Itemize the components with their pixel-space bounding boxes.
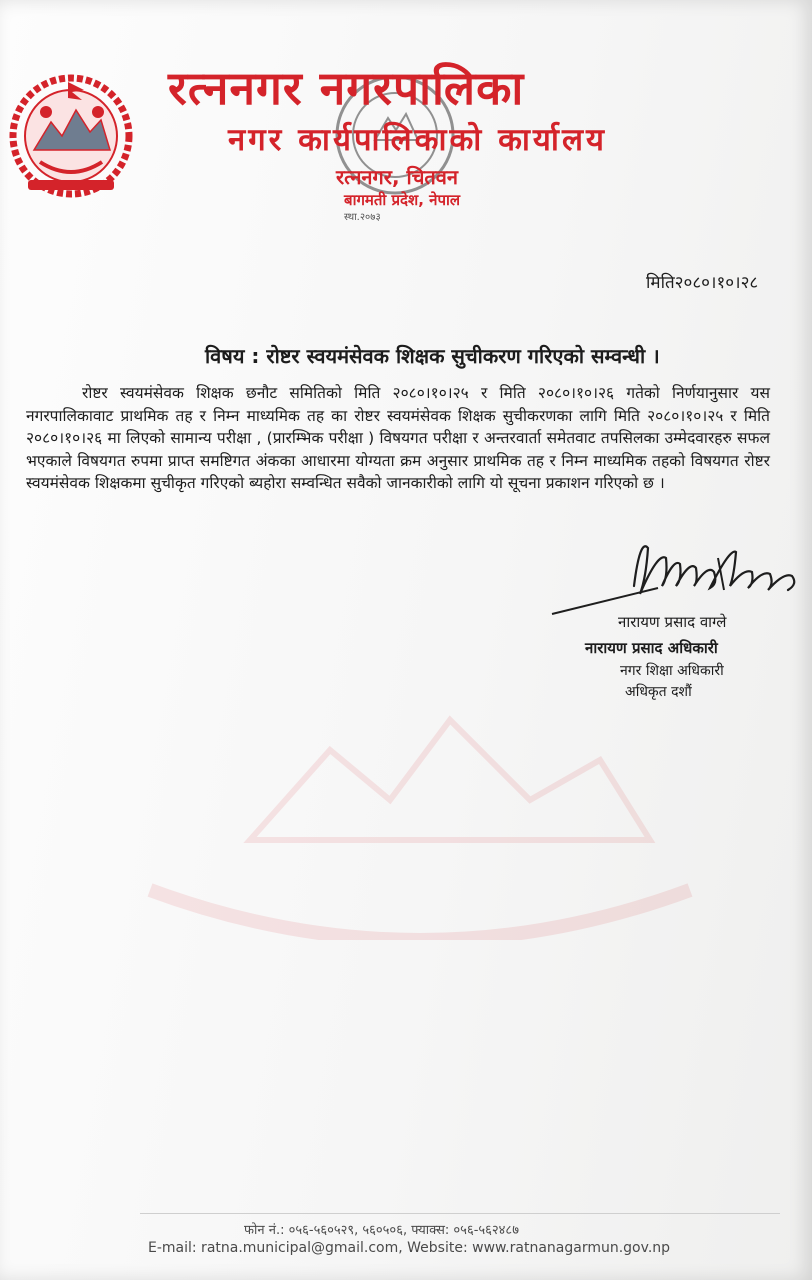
nepal-emblem-icon	[6, 72, 136, 200]
emblem-watermark	[130, 690, 710, 940]
signatory-name: नारायण प्रसाद वाग्ले	[618, 613, 727, 631]
signatory-rank: अधिकृत दशौं	[625, 684, 692, 700]
signatory-designation: नगर शिक्षा अधिकारी	[620, 663, 724, 679]
established-year: स्था.२०७३	[344, 212, 381, 223]
office-name: नगर कार्यपालिकाको कार्यालय	[228, 122, 607, 158]
footer-phone: फोन नं.: ०५६-५६०५२९, ५६०५०६, फ्याक्स: ०५६-५६२४८७	[244, 1223, 519, 1238]
signature-mark	[548, 528, 810, 624]
footer-contact: E-mail: ratna.municipal@gmail.com, Website: www.ratnanagarmun.gov.np	[148, 1240, 671, 1256]
office-location: रत्ननगर, चितवन	[336, 165, 459, 189]
province-line: बागमती प्रदेश, नेपाल	[344, 191, 461, 209]
letter-subject: विषय : रोष्टर स्वयमंसेवक शिक्षक सुचीकरण गरिएको सम्वन्धी ।	[205, 344, 660, 368]
signatory-stamp-name: नारायण प्रसाद अधिकारी	[585, 639, 718, 657]
municipality-name: रत्ननगर नगरपालिका	[168, 61, 525, 115]
footer-divider	[140, 1213, 780, 1214]
letter-date: मिति२०८०।१०।२८	[646, 273, 759, 293]
letter-body: रोष्टर स्वयमंसेवक शिक्षक छनौट समितिको मिति २०८०।१०।२५ र मिति २०८०।१०।२६ गतेको निर्णयानुसार यस नगरपालिकावाट प्राथमिक तह र निम्न माध्यमिक तह का रोष्टर स्वयमंसेवक शिक्षक सुचीकरणका लागि मिति २०८०।१०।२५ र मिति २०८०।१०।२६ मा लिएको सामान्य परीक्षा , (प्रारम्भिक परीक्षा ) विषयगत परीक्षा र अन्तरवार्ता समेतवाट तपसिलका उम्मेदवारहरु सफल भएकाले विषयगत रुपमा प्राप्त समष्टिगत अंकका आधारमा योग्यता क्रम अनुसार प्राथमिक तह र निम्न माध्यमिक तहको विषयगत रोष्टर स्वयमंसेवक शिक्षकमा सुचीकृत गरिएको ब्यहोरा सम्वन्धित सवैको जानकारीको लागि यो सूचना प्रकाशन गरिएको छ ।	[26, 384, 770, 492]
